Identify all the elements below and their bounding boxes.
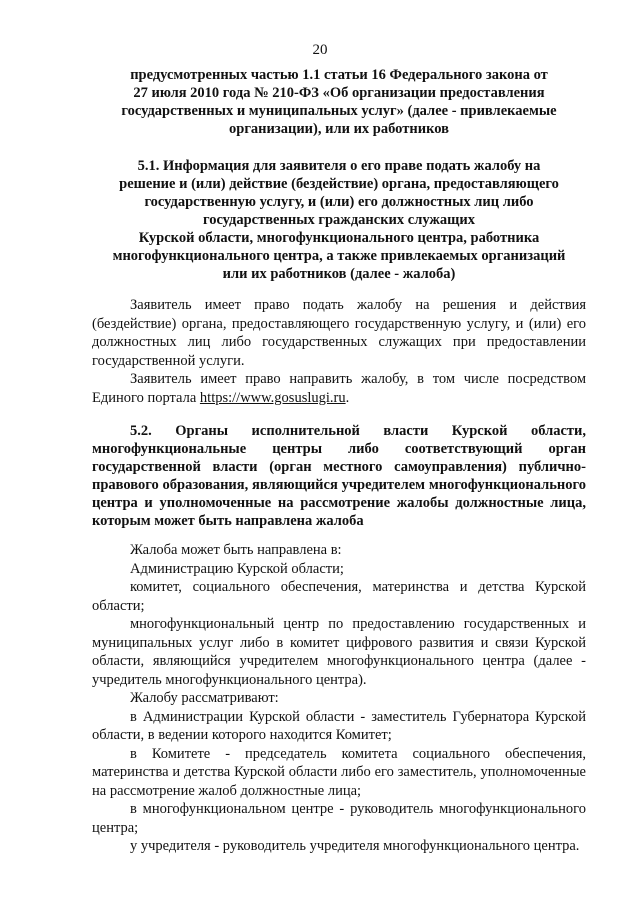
paragraph: в многофункциональном центре - руководитель многофункционального центра; [92, 801, 586, 836]
section-heading-line: Курской области, многофункционального центра, работника [138, 230, 540, 246]
paragraph: многофункциональный центр по предоставлению государственных и муниципальных услуг либо в комитет цифрового развития и связи Курской области, являющийся учредителем многофункционального центра (далее - учредитель многофункционального центра). [92, 616, 586, 688]
paragraph: Жалоба может быть направлена в: [130, 542, 342, 558]
paragraph: Жалобу рассматривают: [130, 690, 279, 706]
section-heading-line: государственных гражданских служащих [202, 212, 476, 228]
paragraph: Администрацию Курской области; [130, 560, 344, 577]
section-5-2-body [92, 541, 586, 856]
intro-heading-line: организации), или их работников [229, 121, 449, 137]
section-heading-line: или их работников (далее - жалоба) [222, 266, 456, 282]
gosuslugi-link[interactable]: https://www.gosuslugi.ru [199, 389, 346, 406]
paragraph-text: Заявитель имеет право направить жалобу, в том числе посредством Единого портала [92, 371, 586, 406]
paragraph: у учредителя - руководитель учредителя многофункционального центра. [130, 838, 580, 854]
paragraph-portal [92, 370, 586, 407]
section-heading-line: 5.1. Информация для заявителя о его праве подать жалобу на [137, 158, 541, 174]
intro-heading-line: 27 июля 2010 года № 210-ФЗ «Об организации предоставления [133, 85, 545, 101]
page-number: 20 [312, 42, 328, 58]
section-5-1-heading [92, 157, 586, 283]
section-5-1-body [92, 296, 586, 407]
section-heading-line: решение и (или) действие (бездействие) органа, предоставляющего [119, 176, 559, 192]
paragraph-tail: . [345, 389, 350, 406]
intro-heading-line: государственных и муниципальных услуг» (далее - привлекаемые [121, 103, 557, 119]
intro-heading-line: предусмотренных частью 1.1 статьи 16 Федерального закона от [130, 67, 548, 83]
section-heading-line: государственную услугу, и (или) его должностных лиц либо [144, 194, 534, 210]
section-5-2-heading: 5.2. Органы исполнительной власти Курской области, многофункциональные центры либо соответствующий орган государственной власти (орган местного самоуправления) публично-правового образования, являющийся учредителем многофункционального центра и уполномоченные на рассмотрение жалобы должностные лица, которым может быть направлена жалоба [92, 423, 586, 529]
paragraph: комитет, социального обеспечения, материнства и детства Курской области; [92, 579, 586, 614]
paragraph: Заявитель имеет право подать жалобу на решения и действия (бездействие) органа, предоставляющего государственную услугу, и (или) его должностных лиц либо государственных служащих при предоставлении государственной услуги. [92, 297, 586, 369]
intro-heading [92, 66, 586, 138]
section-heading-line: многофункционального центра, а также привлекаемых организаций [112, 248, 566, 264]
paragraph: в Комитете - председатель комитета социального обеспечения, материнства и детства Курской области либо его заместитель, уполномоченные на рассмотрение жалоб должностные лица; [92, 745, 586, 799]
paragraph: в Администрации Курской области - заместитель Губернатора Курской области, в ведении которого находится Комитет; [92, 708, 586, 743]
